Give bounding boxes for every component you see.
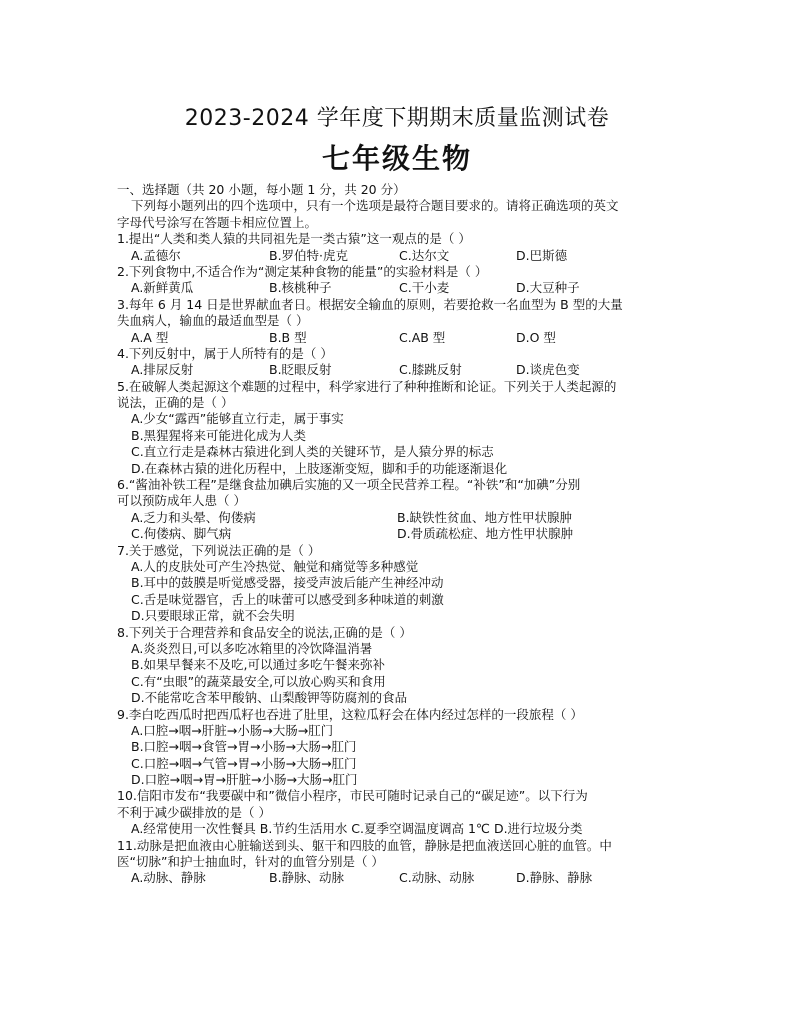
option-a: A.少女“露西”能够直立行走，属于事实 (131, 411, 344, 427)
option-b: B.眨眼反射 (269, 362, 332, 378)
option-b: B.耳中的鼓膜是听觉感受器，接受声波后能产生神经冲动 (131, 575, 444, 591)
option-a: A.动脉、静脉 (131, 870, 206, 886)
question-1-options (117, 248, 687, 264)
question-6-stem-cont: 可以预防成年人患（ ） (117, 493, 246, 509)
question-5-stem: 5.在破解人类起源这个难题的过程中，科学家进行了种种推断和论证。下列关于人类起源的 (117, 378, 617, 394)
option-d: D.只要眼球正常，就不会失明 (131, 608, 295, 624)
question-11-options (117, 870, 687, 886)
question-6-options-row2 (117, 526, 687, 542)
exam-content (117, 182, 687, 887)
option-d: D.静脉、静脉 (516, 870, 593, 886)
question-10-stem: 10.信阳市发布“我要碳中和”微信小程序，市民可随时记录自己的“碳足迹”。以下行为 (117, 788, 588, 804)
question-10-options: A.经常使用一次性餐具 B.节约生活用水 C.夏季空调温度调高 1℃ D.进行垃圾分类 (131, 821, 583, 837)
option-b: B.核桃种子 (269, 280, 332, 296)
instruction-line: 下列每小题列出的四个选项中，只有一个选项是最符合题目要求的。请将正确选项的英文 (131, 198, 619, 214)
question-2-stem: 2.下列食物中,不适合作为“测定某种食物的能量”的实验材料是（ ） (117, 263, 488, 279)
question-5-stem-cont: 说法，正确的是（ ） (117, 395, 234, 411)
option-d: D.不能常吃含苯甲酸钠、山梨酸钾等防腐剂的食品 (131, 690, 408, 706)
question-6-options-row1 (117, 510, 687, 526)
option-c: C.直立行走是森林古猿进化到人类的关键环节，是人猿分界的标志 (131, 444, 494, 460)
option-d: D.大豆种子 (516, 280, 580, 296)
question-3-stem-cont: 失血病人，输血的最适血型是（ ） (117, 313, 309, 329)
instruction-line: 字母代号涂写在答题卡相应位置上。 (117, 214, 318, 230)
option-c: C.干小麦 (399, 280, 450, 296)
option-c: C.动脉、动脉 (399, 870, 475, 886)
option-a: A.炎炎烈日,可以多吃冰箱里的冷饮降温消暑 (131, 640, 373, 656)
option-d: D.在森林古猿的进化历程中，上肢逐渐变短，脚和手的功能逐渐退化 (131, 460, 508, 476)
option-c: C.佝偻病、脚气病 (131, 526, 232, 542)
option-a: A.乏力和头晕、佝偻病 (131, 509, 256, 525)
option-c: C.有“虫眼”的蔬菜最安全,可以放心购买和食用 (131, 673, 386, 689)
question-1-stem: 1.提出“人类和类人猿的共同祖先是一类古猿”这一观点的是（ ） (117, 231, 471, 247)
option-b: B.口腔→咽→食管→胃→小肠→大肠→肛门 (131, 739, 357, 755)
question-2-options (117, 280, 687, 296)
option-b: B.静脉、动脉 (269, 870, 345, 886)
option-d: D.谈虎色变 (516, 362, 580, 378)
question-4-stem: 4.下列反射中，属于人所特有的是（ ） (117, 345, 333, 361)
option-a: A.A 型 (131, 329, 169, 345)
option-a: A.人的皮肤处可产生冷热觉、触觉和痛觉等多种感觉 (131, 558, 419, 574)
option-d: D.巴斯德 (516, 247, 568, 263)
option-a: A.孟德尔 (131, 247, 181, 263)
question-11-stem: 11.动脉是把血液由心脏输送到头、躯干和四肢的血管，静脉是把血液送回心脏的血管。中 (117, 837, 612, 853)
option-c: C.口腔→咽→气管→胃→小肠→大肠→肛门 (131, 755, 357, 771)
question-8-stem: 8.下列关于合理营养和食品安全的说法,正确的是（ ） (117, 624, 412, 640)
option-c: C.AB 型 (399, 329, 446, 345)
option-b: B.B 型 (269, 329, 307, 345)
question-7-stem: 7.关于感觉，下列说法正确的是（ ） (117, 542, 321, 558)
exam-title: 2023-2024 学年度下期期末质量监测试卷 (184, 106, 610, 131)
question-10-stem-cont: 不利于减少碳排放的是（ ） (117, 804, 271, 820)
question-3-options (117, 330, 687, 346)
section-heading: 一、选择题（共 20 小题，每小题 1 分，共 20 分） (117, 182, 406, 197)
option-d: D.骨质疏松症、地方性甲状腺肿 (397, 526, 574, 542)
option-c: C.舌是味觉器官，舌上的味蕾可以感受到多种味道的刺激 (131, 591, 444, 607)
option-d: D.O 型 (516, 329, 556, 345)
option-a: A.口腔→咽→肝脏→小肠→大肠→肛门 (131, 722, 334, 738)
exam-subject: 七年级生物 (321, 142, 472, 175)
option-b: B.罗伯特·虎克 (269, 247, 349, 263)
option-b: B.黑猩猩将来可能进化成为人类 (131, 427, 307, 443)
question-9-stem: 9.李白吃西瓜时把西瓜籽也吞进了肚里，这粒瓜籽会在体内经过怎样的一段旅程（ ） (117, 706, 583, 722)
option-b: B.如果早餐来不及吃,可以通过多吃午餐来弥补 (131, 657, 386, 673)
option-b: B.缺铁性贫血、地方性甲状腺肿 (397, 509, 573, 525)
option-c: C.膝跳反射 (399, 362, 462, 378)
question-11-stem-cont: 医“切脉”和护士抽血时，针对的血管分别是（ ） (117, 854, 384, 870)
option-c: C.达尔文 (399, 247, 450, 263)
question-4-options (117, 362, 687, 378)
option-d: D.口腔→咽→胃→肝脏→小肠→大肠→肛门 (131, 772, 358, 788)
option-a: A.新鲜黄瓜 (131, 280, 194, 296)
option-a: A.排尿反射 (131, 362, 194, 378)
question-3-stem: 3.每年 6 月 14 日是世界献血者日。根据安全输血的原则，若要抢救一名血型为 B 型的大量 (117, 296, 623, 312)
question-6-stem: 6.“酱油补铁工程”是继食盐加碘后实施的又一项全民营养工程。“补铁”和“加碘”分别 (117, 477, 581, 493)
